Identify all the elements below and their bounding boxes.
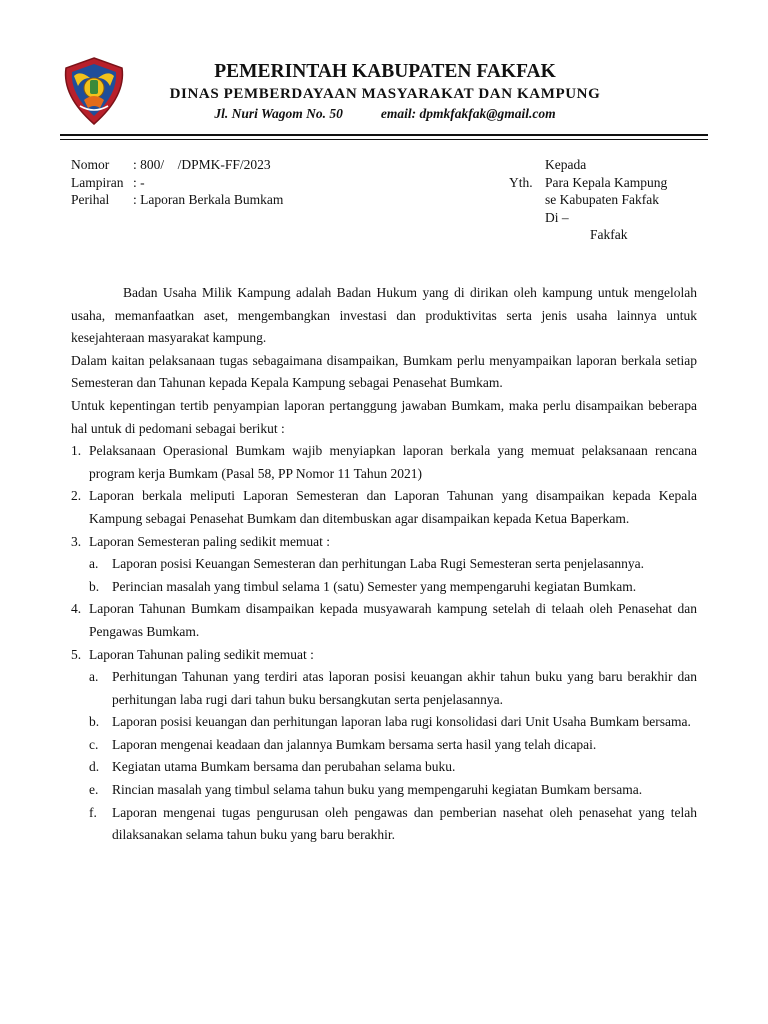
- perihal-label: Perihal: [71, 192, 110, 207]
- kabupaten-fakfak-emblem: [60, 56, 128, 126]
- subitem-letter: a.: [89, 556, 99, 572]
- item-number: 1.: [71, 443, 82, 459]
- subitem-text: Kegiatan utama Bumkam bersama dan perubahan selama buku.: [112, 759, 456, 775]
- item-number: 2.: [71, 488, 82, 504]
- meta-row-nomor: [71, 156, 283, 174]
- item-text: Laporan berkala meliputi Laporan Semesteran dan Laporan Tahunan yang disampaikan kepada Kepala Kampung sebagai Penasehat Bumkam dan ditembuskan agar disampaikan kepada Ketua Baperkam.: [89, 488, 697, 526]
- annual-report-sublist: [89, 666, 697, 847]
- guideline-list: [71, 440, 697, 847]
- letterhead-email: email: dpmkfakfak@gmail.com: [380, 106, 556, 121]
- recipient-line4-row: [509, 226, 667, 244]
- item-text: Laporan Tahunan paling sedikit memuat :: [89, 646, 314, 662]
- subitem-text: Laporan posisi keuangan dan perhitungan laporan laba rugi konsolidasi dari Unit Usaha Bumkam bersama.: [112, 714, 691, 730]
- subitem-letter: e.: [89, 782, 99, 798]
- guideline-item-2: [71, 485, 697, 530]
- subitem-text: Rincian masalah yang timbul selama tahun buku yang mempengaruhi kegiatan Bumkam bersama.: [112, 782, 643, 798]
- item-text: Laporan Semesteran paling sedikit memuat :: [89, 533, 331, 549]
- guideline-item-4: [71, 598, 697, 643]
- guideline-item-1: [71, 440, 697, 485]
- letterhead-rule-thick: [60, 134, 708, 136]
- item-text: Pelaksanaan Operasional Bumkam wajib menyiapkan laporan berkala yang memuat pelaksanaan rencana program kerja Bumkam (Pasal 58, PP Nomor 11 Tahun 2021): [89, 443, 697, 481]
- subitem: [89, 734, 697, 757]
- subitem: [89, 756, 697, 779]
- subitem: [89, 711, 697, 734]
- item-number: 3.: [71, 533, 82, 549]
- letter-meta: [71, 156, 283, 209]
- subitem-text: Laporan posisi Keuangan Semesteran dan perhitungan Laba Rugi Semesteran serta penjelasannya.: [112, 556, 644, 572]
- nomor-label: Nomor: [71, 157, 110, 172]
- subitem-letter: a.: [89, 669, 99, 685]
- subitem-letter: b.: [89, 714, 100, 730]
- subitem-text: Perincian masalah yang timbul selama 1 (satu) Semester yang mempengaruhi kegiatan Bumkam.: [112, 578, 637, 594]
- letterhead-contact: [150, 106, 620, 122]
- recipient-kepada-row: [509, 156, 667, 174]
- letter-body: [71, 282, 697, 847]
- body-paragraph-3: Untuk kepentingan tertib penyampian laporan pertanggung jawaban Bumkam, maka perlu disampaikan beberapa hal untuk di pedomani sebagai berikut :: [71, 397, 697, 436]
- recipient-line4: Fakfak: [590, 227, 628, 242]
- meta-row-perihal: [71, 191, 283, 209]
- subitem-text: Laporan mengenai keadaan dan jalannya Bumkam bersama serta hasil yang telah dicapai.: [112, 736, 597, 752]
- item-text: Laporan Tahunan Bumkam disampaikan kepada musyawarah kampung setelah di telaah oleh Penasehat dan Pengawas Bumkam.: [89, 601, 697, 639]
- subitem: [89, 576, 697, 599]
- subitem-text: Perhitungan Tahunan yang terdiri atas laporan posisi keuangan akhir tahun buku yang baru berakhir dan perhitungan laba rugi dari tahun buku bersangkutan serta penjelasannya.: [112, 669, 697, 707]
- subitem: [89, 666, 697, 711]
- letterhead-rule-thin: [60, 139, 708, 140]
- recipient-block: [509, 156, 667, 244]
- subitem-letter: b.: [89, 578, 100, 594]
- nomor-value: : 800/ /DPMK-FF/2023: [133, 157, 271, 172]
- lampiran-value: : -: [133, 174, 145, 190]
- subitem: [89, 802, 697, 847]
- subitem: [89, 779, 697, 802]
- recipient-line2: se Kabupaten Fakfak: [545, 192, 659, 207]
- guideline-item-3: [71, 531, 697, 599]
- recipient-yth-row: [509, 174, 667, 192]
- letterhead-government: PEMERINTAH KABUPATEN FAKFAK: [214, 61, 556, 82]
- recipient-line3-row: [509, 209, 667, 227]
- item-number: 4.: [71, 601, 82, 617]
- subitem-letter: d.: [89, 759, 100, 775]
- item-number: 5.: [71, 646, 82, 662]
- perihal-value: : Laporan Berkala Bumkam: [133, 192, 284, 207]
- letterhead-department: DINAS PEMBERDAYAAN MASYARAKAT DAN KAMPUNG: [169, 86, 601, 102]
- subitem-letter: c.: [89, 736, 99, 752]
- meta-row-lampiran: [71, 174, 283, 192]
- letterhead-address: Jl. Nuri Wagom No. 50: [214, 106, 343, 121]
- recipient-line2-row: [509, 191, 667, 209]
- subitem: [89, 553, 697, 576]
- recipient-kepada: Kepada: [545, 157, 587, 172]
- recipient-yth: Yth.: [509, 174, 533, 190]
- body-paragraph-2: Dalam kaitan pelaksanaan tugas sebagaimana disampaikan, Bumkam perlu menyampaikan laporan berkala setiap Semesteran dan Tahunan kepada Kepala Kampung sebagai Penasehat Bumkam.: [71, 352, 697, 391]
- lampiran-label: Lampiran: [71, 174, 124, 190]
- recipient-line1: Para Kepala Kampung: [545, 174, 668, 190]
- subitem-text: Laporan mengenai tugas pengurusan oleh pengawas dan pemberian nasehat oleh penasehat yang telah dilaksanakan selama tahun buku yang baru berakhir.: [112, 804, 697, 843]
- semester-report-sublist: [89, 553, 697, 598]
- subitem-letter: f.: [89, 804, 97, 820]
- guideline-item-5: [71, 644, 697, 847]
- body-paragraph-1: Badan Usaha Milik Kampung adalah Badan Hukum yang di dirikan oleh kampung untuk mengelolah usaha, memanfaatkan aset, mengembangkan investasi dan produktivitas serta jenis usaha lainnya untuk kesejahteraan masyarakat kampung.: [71, 285, 697, 346]
- recipient-line3: Di –: [545, 209, 569, 225]
